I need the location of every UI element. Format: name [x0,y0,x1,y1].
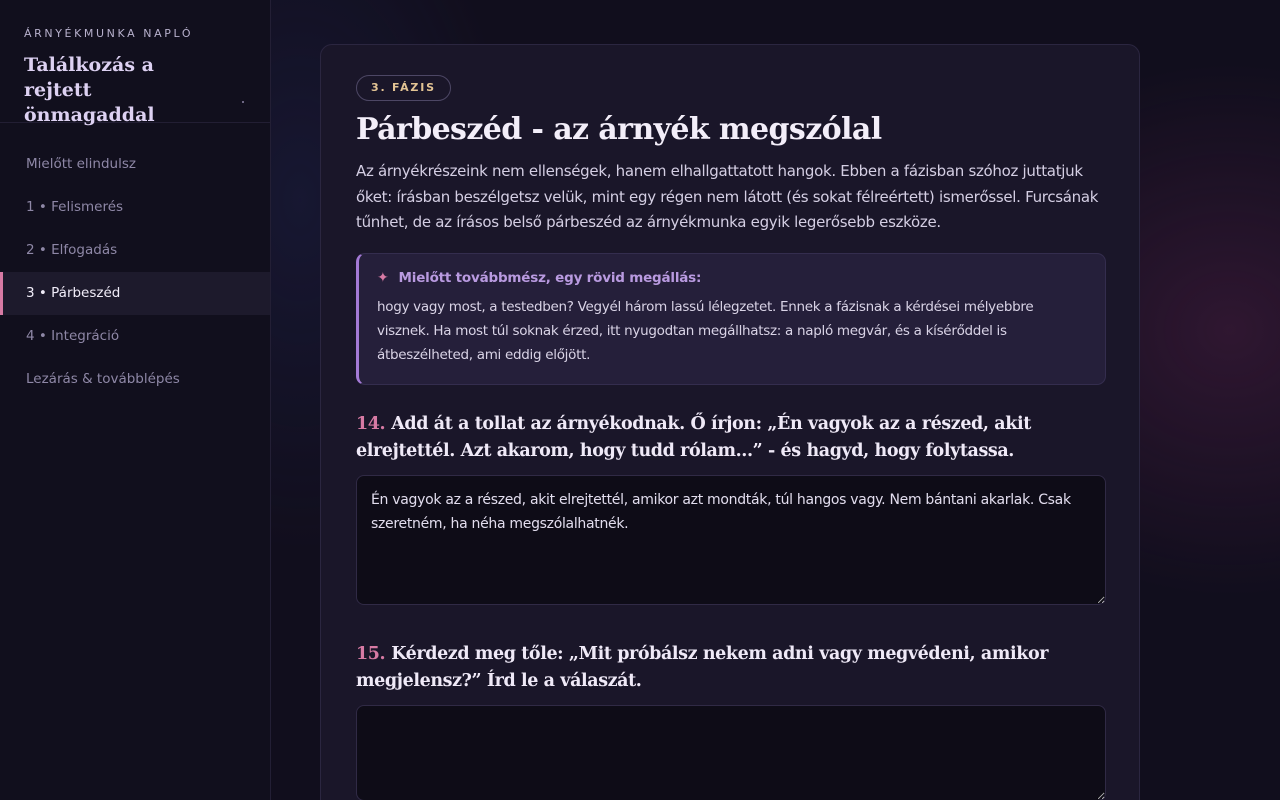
nav-item-closing[interactable]: Lezárás & továbblépés [26,371,180,387]
notice-title: Mielőtt továbbmész, egy rövid megállás: [398,269,702,286]
pause-notice [356,253,1106,385]
nav-item-integration[interactable]: 4 • Integráció [26,328,120,344]
nav-item-acceptance[interactable]: 2 • Elfogadás [26,242,118,258]
phase-nav [0,143,270,401]
phase-card [320,44,1140,800]
question-14 [356,411,1106,465]
nav-item-recognition[interactable]: 1 • Felismerés [26,199,124,215]
question-number: 15. [356,643,386,664]
answer-field-14[interactable] [356,475,1106,605]
journal-title: Találkozás a rejtett önmagaddal [24,54,155,126]
question-text: Kérdezd meg tőle: „Mit próbálsz nekem adni vagy megvédeni, amikor megjelensz?” Írd le a válaszát. [356,643,1049,691]
nav-item-dialogue[interactable]: 3 • Párbeszéd [0,272,270,315]
sidebar [0,0,271,800]
page-title: Párbeszéd - az árnyék megszólal [356,112,882,147]
question-text: Add át a tollat az árnyékodnak. Ő írjon: „Én vagyok az a részed, akit elrejtettél. Azt akarom, hogy tudd rólam...” - és hagyd, hogy folytassa. [356,413,1031,461]
nav-item-before-start[interactable]: Mielőtt elindulsz [26,156,136,172]
intro-text: Az árnyékrészeink nem ellenségek, hanem elhallgattatott hangok. Ebben a fázisban szóhoz juttatjuk őket: írásban beszélgetsz velük, mint egy régen nem látott (és sokat félreértett) ismerőssel. Furcsának tűnhet, de az írásos belső párbeszéd az árnyékmunka egyik legerősebb eszköze. [356,162,1099,231]
brand [0,0,270,126]
brand-kicker: ÁRNYÉKMUNKA NAPLÓ [24,27,194,40]
answer-field-15[interactable] [356,705,1106,800]
notice-heading [377,267,1087,289]
question-number: 14. [356,413,386,434]
decorative-dot [242,101,244,103]
sparkle-icon: ✦ [377,269,389,286]
question-15 [356,641,1106,695]
phase-badge: 3. FÁZIS [356,75,451,101]
notice-body: hogy vagy most, a testedben? Vegyél három lassú lélegzetet. Ennek a fázisnak a kérdései mélyebbre visznek. Ha most túl soknak érzed, itt nyugodtan megállhatsz: a napló megvár, és a kísérőddel is átbeszélheted, ami eddig előjött. [377,298,1034,363]
